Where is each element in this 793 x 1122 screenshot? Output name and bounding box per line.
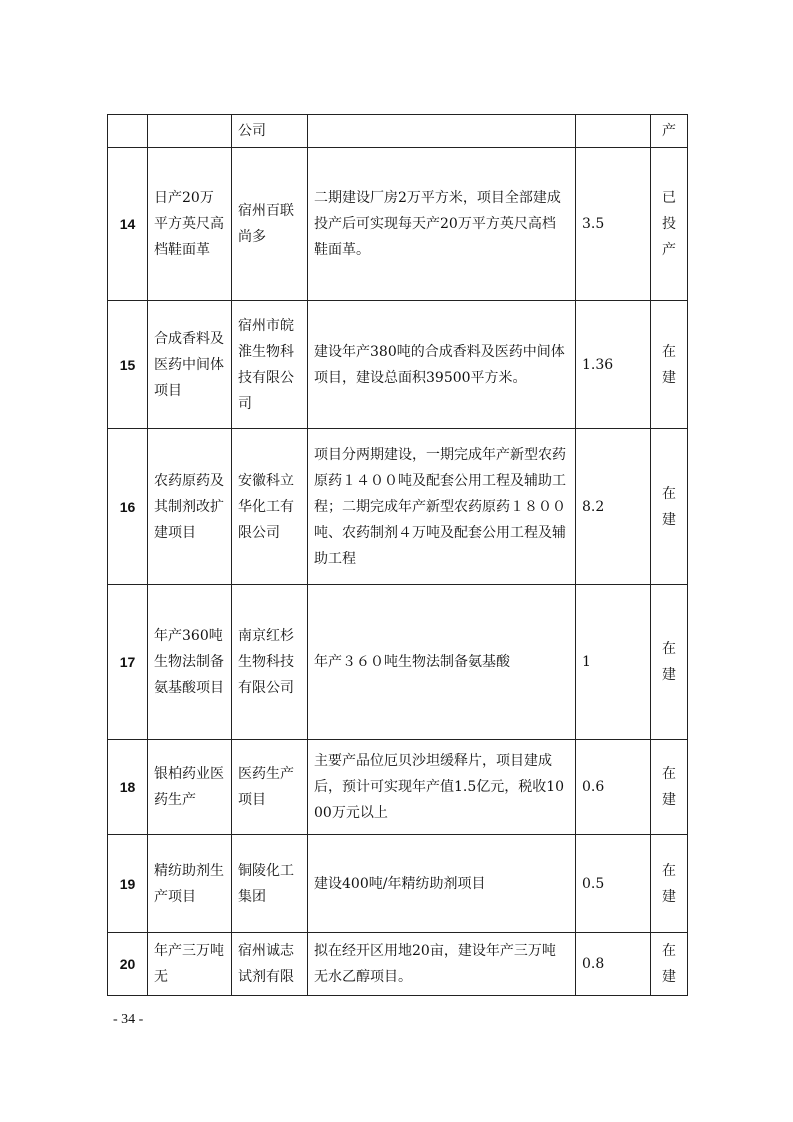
project-description: 项目分两期建设，一期完成年产新型农药原药１４００吨及配套公用工程及辅助工程；二期完成年产新型农药原药１８００吨、农药制剂４万吨及配套公用工程及辅助工程 xyxy=(308,429,576,585)
project-name: 精纺助剂生产项目 xyxy=(148,835,232,933)
table-row xyxy=(108,429,688,585)
project-description: 二期建设厂房2万平方米，项目全部建成投产后可实现每天产20万平方英尺高档鞋面革。 xyxy=(308,148,576,301)
table-row xyxy=(108,835,688,933)
project-status: 产 xyxy=(651,115,688,148)
row-number: 15 xyxy=(108,301,148,429)
project-table xyxy=(107,114,688,996)
project-name: 合成香料及医药中间体项目 xyxy=(148,301,232,429)
company-name: 铜陵化工集团 xyxy=(232,835,308,933)
investment-value: 1.36 xyxy=(576,301,651,429)
investment-value: 1 xyxy=(576,585,651,740)
project-status: 在建 xyxy=(651,429,688,585)
table-row xyxy=(108,933,688,996)
table-row xyxy=(108,740,688,835)
company-name: 宿州诚志试剂有限 xyxy=(232,933,308,996)
investment-value xyxy=(576,115,651,148)
row-number xyxy=(108,115,148,148)
project-description: 建设400吨/年精纺助剂项目 xyxy=(308,835,576,933)
row-number: 18 xyxy=(108,740,148,835)
company-name: 南京红杉生物科技有限公司 xyxy=(232,585,308,740)
table-row xyxy=(108,115,688,148)
row-number: 16 xyxy=(108,429,148,585)
row-number: 17 xyxy=(108,585,148,740)
project-name: 银柏药业医药生产 xyxy=(148,740,232,835)
project-name: 日产20万平方英尺高档鞋面革 xyxy=(148,148,232,301)
company-name: 公司 xyxy=(232,115,308,148)
project-status: 在建 xyxy=(651,740,688,835)
investment-value: 8.2 xyxy=(576,429,651,585)
project-status: 在建 xyxy=(651,301,688,429)
company-name: 医药生产项目 xyxy=(232,740,308,835)
row-number: 19 xyxy=(108,835,148,933)
project-description: 拟在经开区用地20亩，建设年产三万吨无水乙醇项目。 xyxy=(308,933,576,996)
investment-value: 0.6 xyxy=(576,740,651,835)
project-name: 年产三万吨无 xyxy=(148,933,232,996)
row-number: 20 xyxy=(108,933,148,996)
company-name: 宿州百联尚多 xyxy=(232,148,308,301)
project-name: 农药原药及其制剂改扩建项目 xyxy=(148,429,232,585)
project-status: 在建 xyxy=(651,933,688,996)
project-description: 主要产品位厄贝沙坦缓释片，项目建成后，预计可实现年产值1.5亿元，税收1000万元以上 xyxy=(308,740,576,835)
company-name: 安徽科立华化工有限公司 xyxy=(232,429,308,585)
project-description: 年产３６０吨生物法制备氨基酸 xyxy=(308,585,576,740)
project-name: 年产360吨生物法制备氨基酸项目 xyxy=(148,585,232,740)
investment-value: 3.5 xyxy=(576,148,651,301)
project-description: 建设年产380吨的合成香料及医药中间体项目，建设总面积39500平方米。 xyxy=(308,301,576,429)
table-row xyxy=(108,585,688,740)
project-status: 在建 xyxy=(651,835,688,933)
investment-value: 0.5 xyxy=(576,835,651,933)
project-name xyxy=(148,115,232,148)
table-row xyxy=(108,148,688,301)
row-number: 14 xyxy=(108,148,148,301)
investment-value: 0.8 xyxy=(576,933,651,996)
project-status: 已投产 xyxy=(651,148,688,301)
table-row xyxy=(108,301,688,429)
company-name: 宿州市皖淮生物科技有限公司 xyxy=(232,301,308,429)
page-number: - 34 - xyxy=(113,1012,144,1027)
project-description xyxy=(308,115,576,148)
project-status: 在建 xyxy=(651,585,688,740)
